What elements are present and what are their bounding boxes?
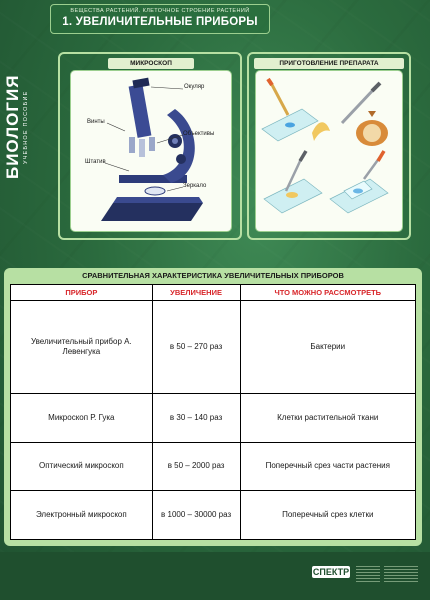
table-row bbox=[11, 394, 416, 443]
cell-device: Увеличительный прибор А. Левенгука bbox=[11, 301, 153, 394]
publisher-logo: СПЕКТР bbox=[312, 567, 350, 577]
dropper-icon bbox=[270, 81, 288, 115]
comparison-table-section bbox=[4, 268, 422, 546]
cell-magnification: в 30 – 140 раз bbox=[152, 394, 240, 443]
eyepiece-icon bbox=[132, 78, 149, 89]
header-what-to-see: ЧТО МОЖНО РАССМОТРЕТЬ bbox=[240, 285, 416, 301]
table-row bbox=[11, 491, 416, 540]
cell-what-to-see: Поперечный срез части растения bbox=[240, 442, 416, 491]
header-device: ПРИБОР bbox=[11, 285, 153, 301]
microscope-panel bbox=[70, 70, 232, 232]
comparison-table bbox=[10, 284, 416, 540]
objective-icon bbox=[129, 137, 135, 153]
cell-magnification: в 1000 – 30000 раз bbox=[152, 491, 240, 540]
page-header bbox=[50, 4, 270, 34]
cell-what-to-see: Поперечный срез клетки bbox=[240, 491, 416, 540]
label-screws: Винты bbox=[87, 119, 105, 125]
microscope-tube bbox=[129, 84, 152, 138]
label-eyepiece: Окуляр bbox=[184, 84, 205, 90]
fine-print-decoration bbox=[384, 566, 418, 584]
side-title-sub: УЧЕБНОЕ ПОСОБИЕ bbox=[23, 90, 29, 164]
table-caption: СРАВНИТЕЛЬНАЯ ХАРАКТЕРИСТИКА УВЕЛИЧИТЕЛЬНЫХ ПРИБОРОВ bbox=[82, 271, 344, 280]
side-title bbox=[5, 42, 27, 212]
cell-device: Электронный микроскоп bbox=[11, 491, 153, 540]
page-title: 1. УВЕЛИЧИТЕЛЬНЫЕ ПРИБОРЫ bbox=[62, 16, 258, 28]
microscope-label: МИКРОСКОП bbox=[108, 58, 194, 69]
header-magnification: УВЕЛИЧЕНИЕ bbox=[152, 285, 240, 301]
table-row bbox=[11, 442, 416, 491]
cell-device: Микроскоп Р. Гука bbox=[11, 394, 153, 443]
cell-magnification: в 50 – 2000 раз bbox=[152, 442, 240, 491]
label-objectives: Объективы bbox=[183, 131, 215, 137]
preparation-illustration bbox=[256, 71, 403, 232]
microscope-base bbox=[101, 203, 203, 221]
table-header-row bbox=[11, 285, 416, 301]
dissecting-needle-icon bbox=[342, 89, 374, 123]
table-row bbox=[11, 301, 416, 394]
side-title-main: БИОЛОГИЯ bbox=[3, 74, 22, 180]
preparation-label: ПРИГОТОВЛЕНИЕ ПРЕПАРАТА bbox=[254, 58, 404, 69]
onion-piece-icon bbox=[312, 122, 330, 141]
microscope-illustration bbox=[71, 71, 232, 232]
label-stand: Штатив bbox=[85, 159, 106, 165]
fine-print-decoration bbox=[356, 566, 380, 584]
cell-magnification: в 50 – 270 раз bbox=[152, 301, 240, 394]
mirror-icon bbox=[145, 187, 165, 195]
cell-what-to-see: Бактерии bbox=[240, 301, 416, 394]
cell-what-to-see: Клетки растительной ткани bbox=[240, 394, 416, 443]
page-subtitle: ВЕЩЕСТВА РАСТЕНИЙ. КЛЕТОЧНОЕ СТРОЕНИЕ РАСТЕНИЙ bbox=[70, 8, 250, 14]
cell-device: Оптический микроскоп bbox=[11, 442, 153, 491]
label-mirror: Зеркало bbox=[183, 183, 207, 189]
preparation-panel bbox=[255, 70, 403, 232]
